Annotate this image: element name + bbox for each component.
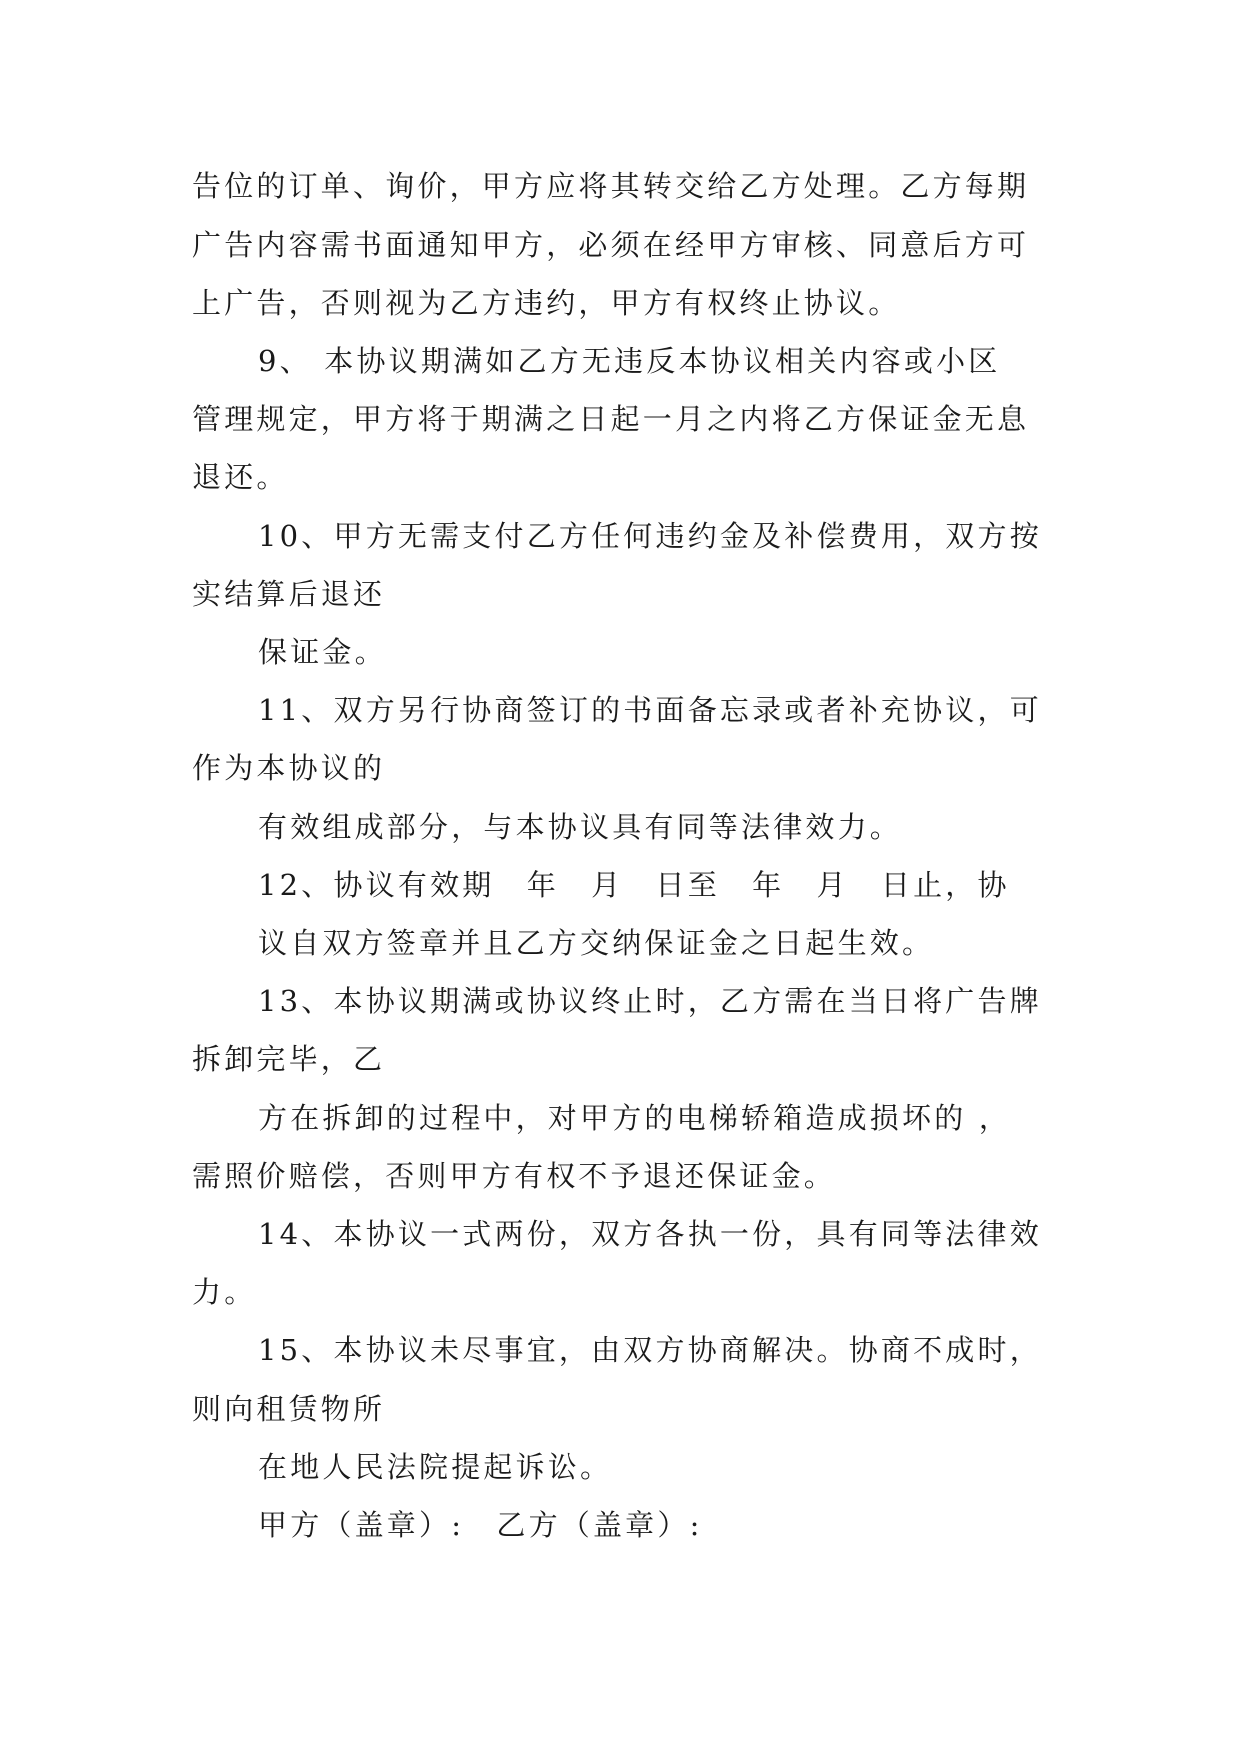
text-line: 保证金。 (258, 635, 387, 669)
text-line: 有效组成部分，与本协议具有同等法律效力。 (258, 810, 903, 844)
signature-line: 甲方（盖章）: 乙方（盖章）: (258, 1508, 703, 1542)
text-line: 议自双方签章并且乙方交纳保证金之日起生效。 (258, 926, 935, 960)
text-line: 拆卸完毕，乙 (192, 1042, 386, 1076)
text-line: 9、 本协议期满如乙方无违反本协议相关内容或小区 (258, 344, 1001, 378)
text-line: 11、双方另行协商签订的书面备忘录或者补充协议，可 (258, 693, 1042, 727)
text-line: 退还。 (192, 460, 289, 494)
text-line: 上广告，否则视为乙方违约，甲方有权终止协议。 (192, 286, 901, 320)
text-line: 15、本协议未尽事宜，由双方协商解决。协商不成时， (258, 1333, 1042, 1367)
text-line: 14、本协议一式两份，双方各执一份，具有同等法律效 (258, 1217, 1042, 1251)
text-line: 在地人民法院提起诉讼。 (258, 1450, 613, 1484)
text-line: 12、协议有效期 年 月 日至 年 月 日止，协 (258, 868, 1010, 902)
text-line: 管理规定，甲方将于期满之日起一月之内将乙方保证金无息 (192, 402, 1030, 436)
text-line: 广告内容需书面通知甲方，必须在经甲方审核、同意后方可 (192, 228, 1030, 262)
text-line: 作为本协议的 (192, 751, 386, 785)
text-line: 则向租赁物所 (192, 1392, 386, 1426)
text-line: 需照价赔偿，否则甲方有权不予退还保证金。 (192, 1159, 837, 1193)
text-line: 力。 (192, 1275, 257, 1309)
text-line: 10、甲方无需支付乙方任何违约金及补偿费用，双方按 (258, 519, 1042, 553)
text-line: 实结算后退还 (192, 577, 386, 611)
text-line: 告位的订单、询价，甲方应将其转交给乙方处理。乙方每期 (192, 169, 1030, 203)
text-line: 方在拆卸的过程中，对甲方的电梯轿箱造成损坏的 ， (258, 1101, 1012, 1135)
text-line: 13、本协议期满或协议终止时，乙方需在当日将广告牌 (258, 984, 1042, 1018)
